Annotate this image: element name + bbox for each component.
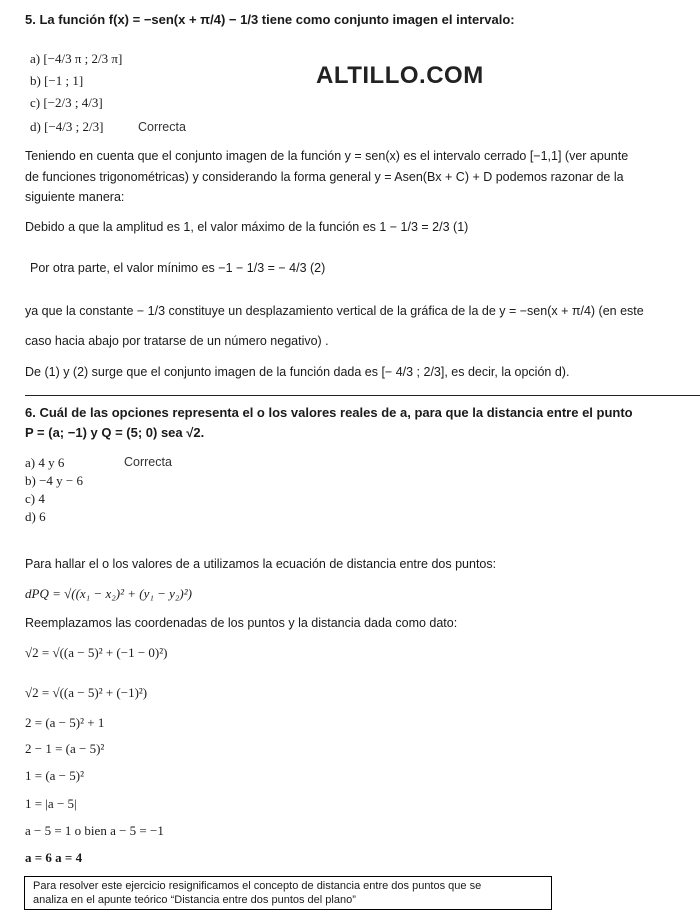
- q6-step-3: 2 = (a − 5)² + 1: [25, 715, 105, 730]
- q6-step-5: 1 = (a − 5)²: [25, 768, 84, 783]
- q6-step-8: a = 6 a = 4: [25, 850, 83, 865]
- q6-option-c: c) 4: [25, 491, 45, 506]
- q5-para1-line2: de funciones trigonométricas) y considerando la forma general y = Asen(Bx + C) + D podemos razonar de la: [25, 170, 624, 184]
- q6-correct-label: Correcta: [124, 455, 172, 469]
- question-5-title: 5. La función f(x) = −sen(x + π/4) − 1/3 tiene como conjunto imagen el intervalo:: [25, 12, 515, 27]
- watermark-logo: ALTILLO.COM: [316, 62, 484, 89]
- q6-option-b: b) −4 y − 6: [25, 473, 83, 488]
- note-line-1: Para resolver este ejercicio resignificamos el concepto de distancia entre dos puntos que se: [33, 880, 482, 892]
- question-6-title-line1: 6. Cuál de las opciones representa el o los valores reales de a, para que la distancia entre el punto: [25, 405, 633, 420]
- q5-para2: Debido a que la amplitud es 1, el valor máximo de la función es 1 − 1/3 = 2/3 (1): [25, 220, 469, 234]
- note-line-2: analiza en el apunte teórico “Distancia entre dos puntos del plano”: [33, 894, 356, 906]
- q6-option-d: d) 6: [25, 509, 46, 524]
- q5-para4-line2: caso hacia abajo por tratarse de un número negativo) .: [25, 334, 329, 348]
- q5-para5: De (1) y (2) surge que el conjunto imagen de la función dada es [− 4/3 ; 2/3], es decir, la opción d).: [25, 365, 570, 379]
- q6-step-7: a − 5 = 1 o bien a − 5 = −1: [25, 823, 164, 838]
- q5-option-b: b) [−1 ; 1]: [30, 73, 84, 88]
- q5-para3: Por otra parte, el valor mínimo es −1 − 1/3 = − 4/3 (2): [30, 261, 326, 275]
- note-box: [24, 876, 552, 910]
- q5-para4-line1: ya que la constante − 1/3 constituye un desplazamiento vertical de la gráfica de la de y = −sen(x + π/4) (en este: [25, 304, 644, 318]
- q6-distance-formula: dPQ = √((x₁ − x₂)² + (y₁ − y₂)²): [25, 586, 192, 601]
- q5-option-a: a) [−4/3 π ; 2/3 π]: [30, 51, 123, 66]
- q5-para1-line3: siguiente manera:: [25, 190, 125, 204]
- q6-step-1: √2 = √((a − 5)² + (−1 − 0)²): [25, 645, 168, 660]
- q5-para1-line1: Teniendo en cuenta que el conjunto imagen de la función y = sen(x) es el intervalo cerrado [−1,1] (ver apunte: [25, 149, 629, 163]
- q6-intro: Para hallar el o los valores de a utilizamos la ecuación de distancia entre dos puntos:: [25, 557, 497, 571]
- q6-step-6: 1 = |a − 5|: [25, 796, 77, 811]
- q6-replace-text: Reemplazamos las coordenadas de los puntos y la distancia dada como dato:: [25, 616, 458, 630]
- q6-step-4: 2 − 1 = (a − 5)²: [25, 741, 105, 756]
- question-6-title-line2: P = (a; −1) y Q = (5; 0) sea √2.: [25, 425, 205, 440]
- section-divider: [25, 395, 700, 396]
- q6-step-2: √2 = √((a − 5)² + (−1)²): [25, 685, 148, 700]
- q6-option-a: a) 4 y 6: [25, 455, 65, 470]
- q5-option-c: c) [−2/3 ; 4/3]: [30, 95, 103, 110]
- q5-option-d: d) [−4/3 ; 2/3]: [30, 119, 104, 134]
- q5-correct-label: Correcta: [138, 120, 186, 134]
